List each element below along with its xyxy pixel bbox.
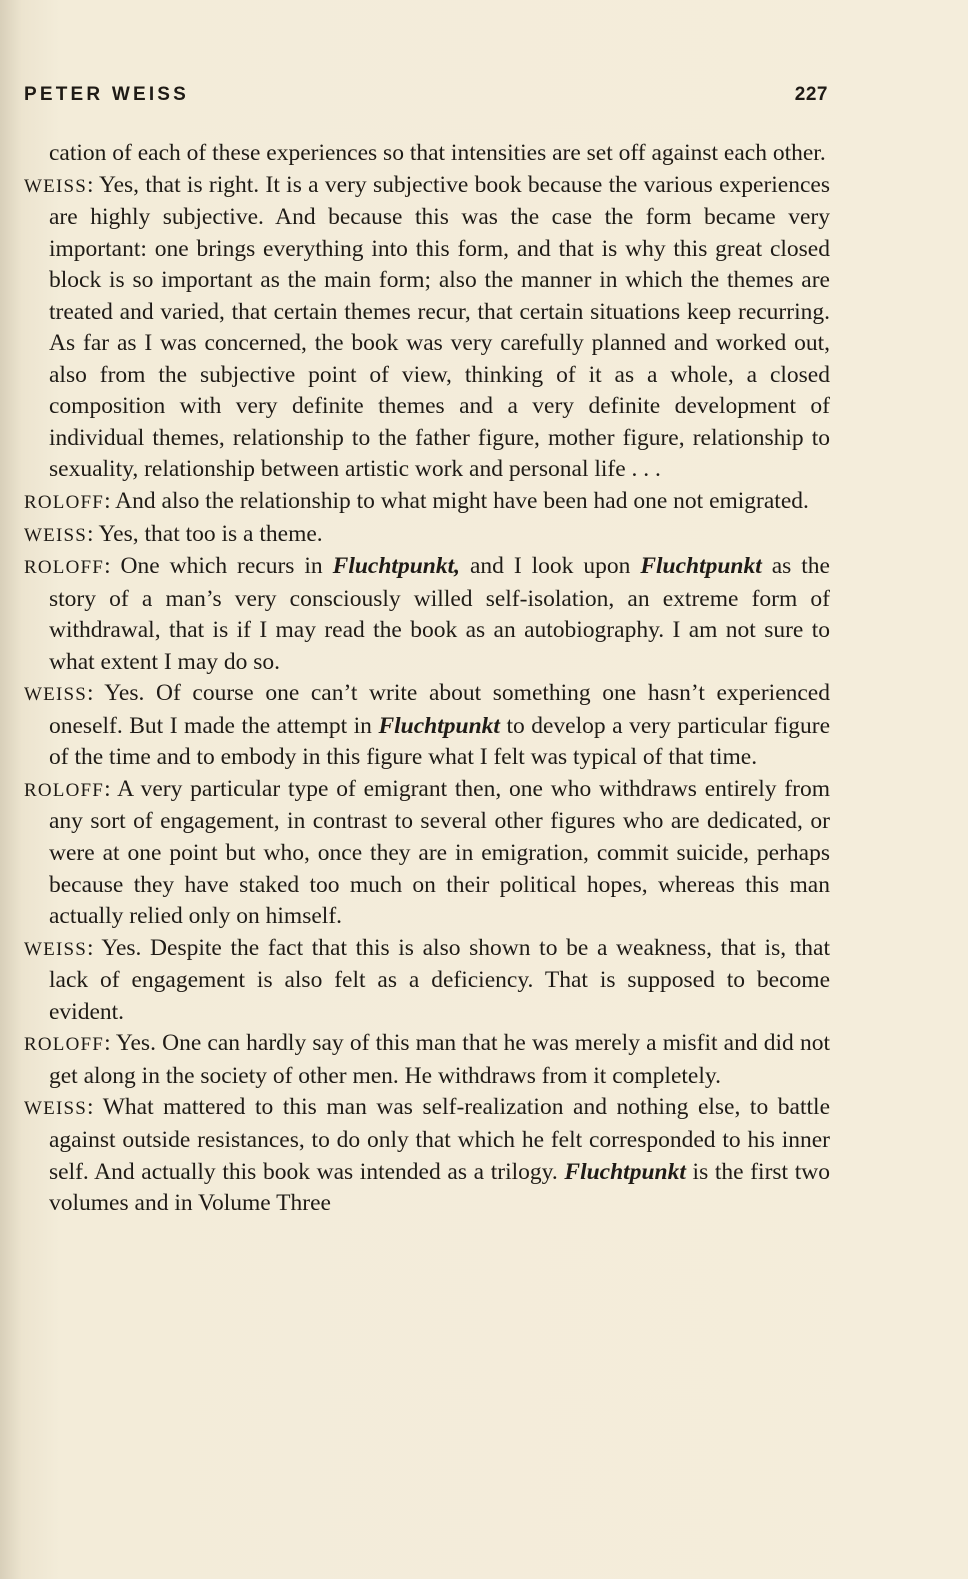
text-segment: cation of each of these experiences so that intensities are set off against each other. — [49, 140, 826, 166]
text-segment: to develop a very particular figure of the time and to embody in this figure what I felt was typical of that time. — [49, 712, 830, 771]
book-title: Fluchtpunkt — [378, 712, 500, 739]
speaker-paragraph — [24, 170, 830, 486]
speaker-paragraph — [24, 486, 830, 519]
speaker-colon: : — [87, 934, 102, 961]
speaker-name: WEISS — [24, 175, 87, 197]
speaker-colon: : — [104, 488, 116, 515]
text-segment: as the story of a man’s very consciously willed self-isolation, an extreme form of withdrawal, that is if I may read the book as an autobiography. I am not sure to what extent I may do so. — [49, 553, 830, 675]
speaker-name: WEISS — [24, 684, 87, 706]
book-title: Fluchtpunkt — [564, 1158, 686, 1185]
speaker-colon: : — [87, 1094, 103, 1121]
book-title: Fluchtpunkt — [640, 553, 762, 580]
speaker-colon: : — [87, 680, 105, 707]
text-segment: is the first two volumes and in Volume Three — [49, 1158, 830, 1217]
running-head: PETER WEISS — [24, 84, 190, 105]
speaker-name: ROLOFF — [24, 779, 105, 801]
speaker-paragraph — [24, 1028, 830, 1092]
text-segment: Yes, that is right. It is a very subjective book because the various experiences are highly subjective. And because this was the case the form became very important: one brings everything into this form, and that is why this great closed block is so important as the main form; also the manner in which the themes are treated and varied, that certain themes recur, that certain situations keep recurring. As far as I was concerned, the book was very carefully planned and worked out, also from the subjective point of view, thinking of it as a whole, a closed composition with very definite themes and a very definite development of individual themes, relationship to the father figure, mother figure, relationship to sexuality, relationship between artistic work and personal life . . . — [49, 171, 830, 483]
speaker-paragraph — [24, 551, 830, 678]
speaker-paragraph — [24, 774, 830, 933]
speaker-name: ROLOFF — [24, 1034, 105, 1056]
speaker-paragraph — [24, 933, 830, 1029]
speaker-name: WEISS — [24, 938, 87, 960]
speaker-paragraph — [24, 1092, 830, 1219]
text-segment: Yes. Despite the fact that this is also shown to be a weakness, that is, that lack of engagement is also felt as a deficiency. That is supposed to become evident. — [49, 934, 830, 1025]
speaker-name: WEISS — [24, 524, 87, 546]
text-segment: and I look upon — [460, 553, 641, 580]
speaker-colon: : — [87, 171, 99, 198]
page-header — [24, 84, 828, 106]
page-number: 227 — [794, 84, 828, 105]
speaker-colon: : — [87, 520, 99, 547]
book-title: Fluchtpunkt, — [332, 553, 460, 580]
speaker-name: WEISS — [24, 1098, 87, 1120]
interview-text — [24, 138, 830, 1220]
text-segment: What mattered to this man was self-realization and nothing else, to battle against outside resistances, to do only that which he felt corresponded to his inner self. And actually this book was intended as a trilogy. — [49, 1094, 830, 1185]
text-segment: Yes. One can hardly say of this man that he was merely a misfit and did not get along in the society of other men. He withdraws from it completely. — [49, 1030, 830, 1089]
speaker-name: ROLOFF — [24, 557, 105, 579]
speaker-colon: : — [104, 1030, 116, 1057]
speaker-name: ROLOFF — [24, 492, 105, 514]
speaker-paragraph — [24, 678, 830, 774]
speaker-colon: : — [104, 775, 118, 802]
speaker-colon: : — [104, 553, 121, 580]
continuation-paragraph — [24, 138, 830, 170]
speaker-paragraph — [24, 519, 830, 552]
text-segment: A very particular type of emigrant then, one who withdraws entirely from any sort of engagement, in contrast to several other figures who are dedicated, or were at one point but who, once they are in emigration, commit suicide, perhaps because they have staked too much on their political hopes, whereas this man actually relied only on himself. — [49, 775, 830, 930]
text-segment: One which recurs in — [120, 553, 333, 580]
text-segment: Yes. Of course one can’t write about something one hasn’t experienced oneself. But I made the attempt in — [49, 680, 830, 739]
text-segment: Yes, that too is a theme. — [98, 520, 323, 547]
text-segment: And also the relationship to what might have been had one not emigrated. — [115, 488, 809, 515]
